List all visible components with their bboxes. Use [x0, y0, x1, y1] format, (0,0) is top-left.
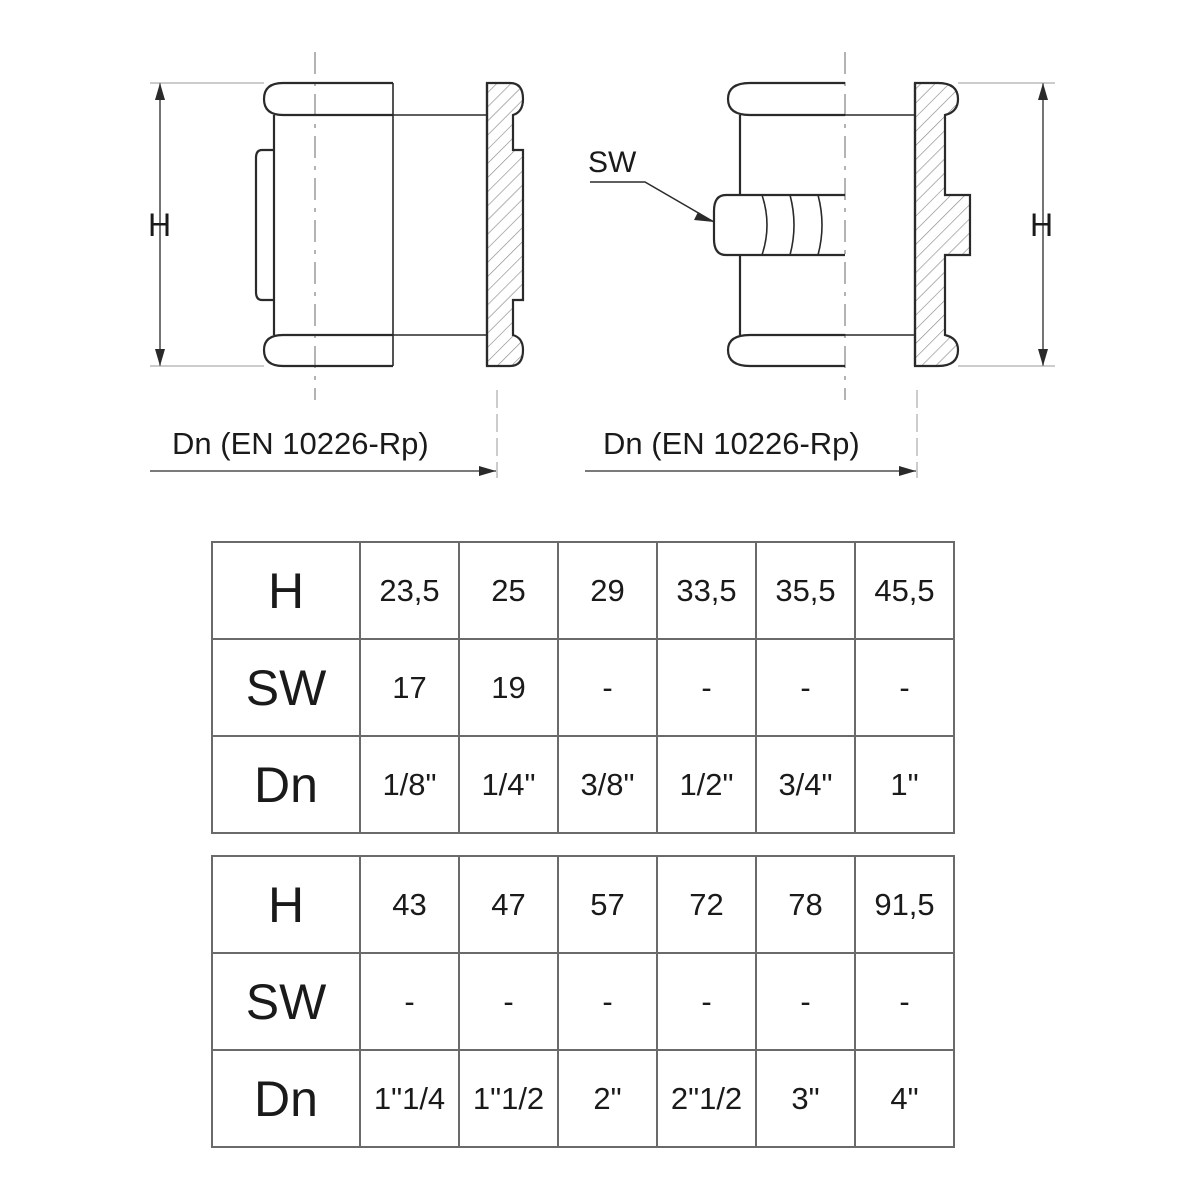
- cell-dn: 1"1/4: [360, 1050, 459, 1147]
- row-label-dn: Dn: [212, 1050, 360, 1147]
- cell-h: 23,5: [360, 542, 459, 639]
- cell-dn: 2": [558, 1050, 657, 1147]
- cell-dn: 1"1/2: [459, 1050, 558, 1147]
- row-label-h: H: [212, 856, 360, 953]
- left-socket-view: [150, 52, 523, 478]
- sw-label: SW: [588, 146, 637, 179]
- table-row-h: [212, 856, 954, 953]
- table-row-sw: [212, 953, 954, 1050]
- row-label-dn: Dn: [212, 736, 360, 833]
- row-label-h: H: [212, 542, 360, 639]
- table-row-dn: [212, 736, 954, 833]
- cell-h: 78: [756, 856, 855, 953]
- table-row-dn: [212, 1050, 954, 1147]
- table-row-h: [212, 542, 954, 639]
- cell-dn: 1/2": [657, 736, 756, 833]
- cell-h: 43: [360, 856, 459, 953]
- cell-sw: -: [459, 953, 558, 1050]
- cell-h: 91,5: [855, 856, 954, 953]
- cell-dn: 3/8": [558, 736, 657, 833]
- cell-sw: -: [855, 953, 954, 1050]
- cell-dn: 3/4": [756, 736, 855, 833]
- cell-sw: -: [855, 639, 954, 736]
- cell-sw: 17: [360, 639, 459, 736]
- technical-drawing: [0, 0, 1200, 520]
- cell-sw: -: [558, 639, 657, 736]
- cell-dn: 4": [855, 1050, 954, 1147]
- dimensions-table-large-sizes: [211, 855, 955, 1148]
- cell-sw: 19: [459, 639, 558, 736]
- cell-sw: -: [756, 953, 855, 1050]
- cell-h: 45,5: [855, 542, 954, 639]
- cell-sw: -: [756, 639, 855, 736]
- cell-h: 72: [657, 856, 756, 953]
- left-dn-label: Dn (EN 10226-Rp): [172, 426, 429, 461]
- cell-sw: -: [558, 953, 657, 1050]
- dimensions-table-small-sizes: [211, 541, 955, 834]
- table-row-sw: [212, 639, 954, 736]
- cell-h: 25: [459, 542, 558, 639]
- cell-h: 57: [558, 856, 657, 953]
- cell-h: 35,5: [756, 542, 855, 639]
- cell-sw: -: [657, 953, 756, 1050]
- row-label-sw: SW: [212, 639, 360, 736]
- cell-dn: 3": [756, 1050, 855, 1147]
- cell-h: 47: [459, 856, 558, 953]
- cell-dn: 1": [855, 736, 954, 833]
- right-socket-view: [585, 52, 1055, 478]
- left-height-label: H: [148, 207, 172, 243]
- cell-dn: 1/4": [459, 736, 558, 833]
- row-label-sw: SW: [212, 953, 360, 1050]
- cell-dn: 2"1/2: [657, 1050, 756, 1147]
- cell-h: 33,5: [657, 542, 756, 639]
- cell-sw: -: [657, 639, 756, 736]
- cell-dn: 1/8": [360, 736, 459, 833]
- right-height-label: H: [1030, 207, 1054, 243]
- cell-h: 29: [558, 542, 657, 639]
- right-dn-label: Dn (EN 10226-Rp): [603, 426, 860, 461]
- cell-sw: -: [360, 953, 459, 1050]
